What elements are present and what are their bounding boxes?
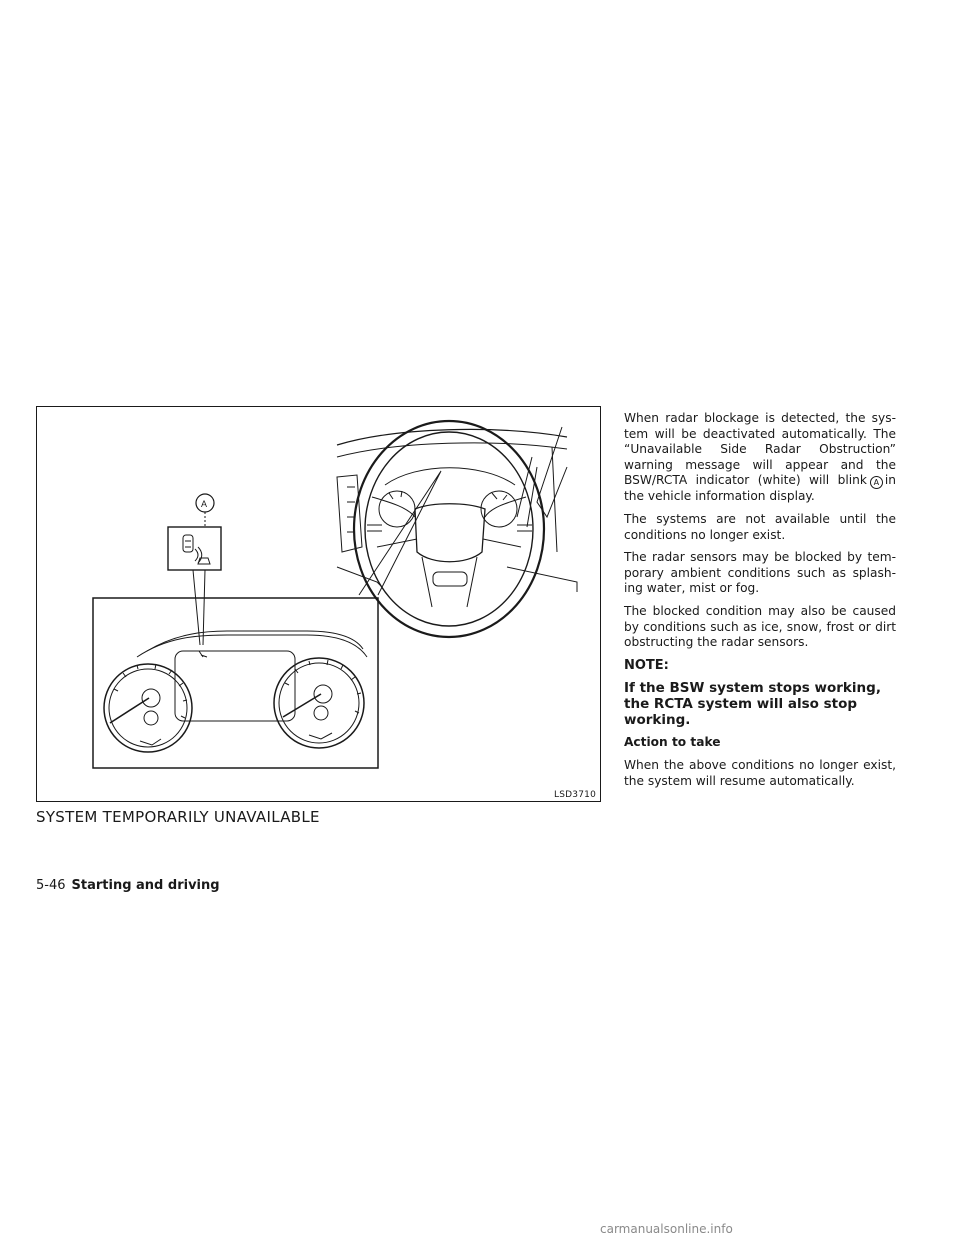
page-number: 5-46 <box>36 878 66 893</box>
note-body: If the BSW system stops working, the RCTA system will also stop working. <box>624 680 881 729</box>
action-heading: Action to take <box>624 735 721 750</box>
page-footer <box>36 878 220 893</box>
figure-code: LSD3710 <box>554 790 596 800</box>
indicator-a-marker: A <box>870 476 883 489</box>
paragraph-3: The radar sensors may be blocked by tem-porary ambient conditions such as splash-ing water, mist or fog. <box>624 550 896 596</box>
paragraph-2: The systems are not available until the conditions no longer exist. <box>624 511 896 542</box>
watermark: carmanualsonline.info <box>600 1222 733 1236</box>
note-heading: NOTE: <box>624 657 669 673</box>
chapter-title: Starting and driving <box>71 878 220 893</box>
paragraph-1: When radar blockage is detected, the sys-tem will be deactivated automatically. The “Unavailable Side Radar Obstruction” warning message will appear and the BSW/RCTA indicator (white) will blink A in the vehicle information display. <box>624 411 896 504</box>
body-text <box>624 411 896 796</box>
illustration-figure <box>36 406 601 802</box>
paragraph-4: The blocked condition may also be caused by conditions such as ice, snow, frost or dirt obstructing the radar sensors. <box>624 603 896 650</box>
dashboard-illustration <box>37 407 602 803</box>
callout-label: A <box>201 499 208 509</box>
section-title: SYSTEM TEMPORARILY UNAVAILABLE <box>36 808 320 826</box>
action-body: When the above conditions no longer exist, the system will resume automatically. <box>624 757 896 788</box>
